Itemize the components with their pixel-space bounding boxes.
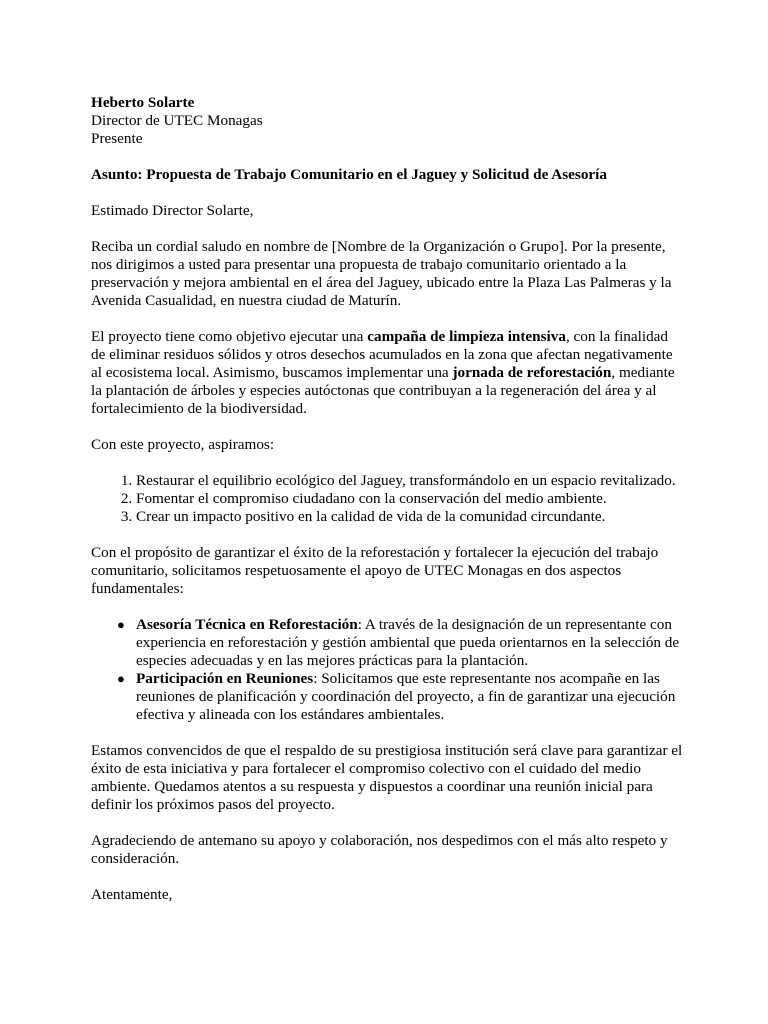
list-item: 3. Crear un impacto positivo en la calidad de vida de la comunidad circundante. (136, 508, 683, 526)
intro-paragraph: Reciba un cordial saludo en nombre de [Nombre de la Organización o Grupo]. Por la presente, nos dirigimos a usted para presentar una propuesta de trabajo comunitario orientado a la preservación y mejora ambiental en el área del Jaguey, ubicado entre la Plaza Las Palmeras y la Avenida Casualidad, en nuestra ciudad de Maturín. (91, 238, 672, 309)
closing: Atentamente, (91, 886, 173, 903)
list-item: ● Asesoría Técnica en Reforestación: A través de la designación de un representante con experiencia en reforestación y gestión ambiental que pueda orientarnos en la selección de especies adecuadas y en las mejores prácticas para la plantación. (117, 616, 680, 669)
support-intro: Con el propósito de garantizar el éxito de la reforestación y fortalecer la ejecución del trabajo comunitario, solicitamos respetuosamente el apoyo de UTEC Monagas en dos aspectos fundamentales: (91, 544, 659, 597)
project-paragraph: El proyecto tiene como objetivo ejecutar una campaña de limpieza intensiva, con la finalidad de eliminar residuos sólidos y otros desechos acumulados en la zona que afectan negativamente al ecosistema local. Asimismo, buscamos implementar una jornada de reforestación, mediante la plantación de árboles y especies autóctonas que contribuyan a la regeneración del área y al fortalecimiento de la biodiversidad. (91, 328, 675, 417)
list-item: 2. Fomentar el compromiso ciudadano con la conservación del medio ambiente. (136, 490, 683, 508)
bullet-icon: ● (117, 617, 125, 632)
cleanup-campaign-emphasis: campaña de limpieza intensiva (367, 328, 566, 345)
letter-body (91, 94, 683, 904)
requests-list (91, 616, 683, 724)
subject-line: Asunto: Propuesta de Trabajo Comunitario en el Jaguey y Solicitud de Asesoría (91, 166, 607, 183)
aims-list (91, 472, 683, 526)
bullet-icon: ● (117, 671, 125, 686)
aims-intro: Con este proyecto, aspiramos: (91, 436, 275, 453)
recipient-name: Heberto Solarte (91, 94, 195, 111)
conviction-paragraph: Estamos convencidos de que el respaldo de su prestigiosa institución será clave para garantizar el éxito de esta iniciativa y para fortalecer el compromiso colectivo con el cuidado del medio ambiente. Quedamos atentos a su respuesta y dispuestos a coordinar una reunión inicial para definir los próximos pasos del proyecto. (91, 742, 683, 813)
reforestation-emphasis: jornada de reforestación (452, 364, 612, 381)
salutation: Estimado Director Solarte, (91, 202, 254, 219)
recipient-title: Director de UTEC Monagas (91, 112, 263, 129)
list-item: ● Participación en Reuniones: Solicitamos que este representante nos acompañe en las reuniones de planificación y coordinación del proyecto, a fin de garantizar una ejecución efectiva y alineada con los estándares ambientales. (117, 670, 676, 723)
thanks-paragraph: Agradeciendo de antemano su apoyo y colaboración, nos despedimos con el más alto respeto y consideración. (91, 832, 668, 867)
recipient-present: Presente (91, 130, 143, 147)
list-item: 1. Restaurar el equilibrio ecológico del Jaguey, transformándolo en un espacio revitalizado. (136, 472, 683, 490)
